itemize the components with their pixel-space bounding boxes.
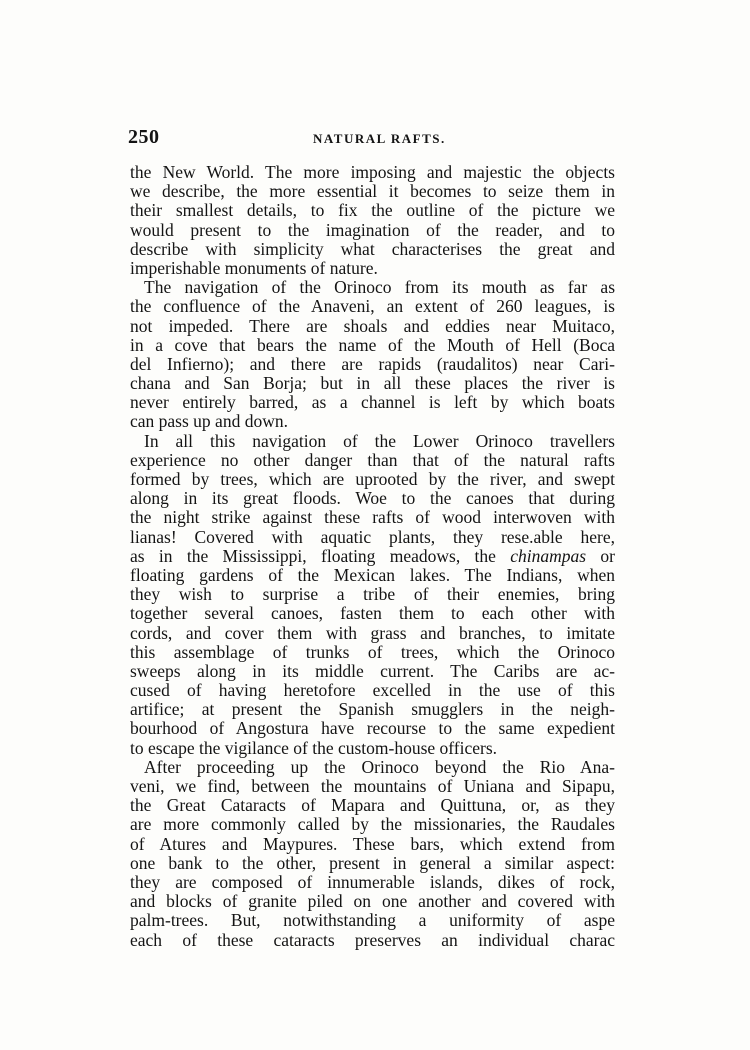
text-line: to escape the vigilance of the custom-house officers. <box>130 737 498 758</box>
text-line: of Atures and Maypures. These bars, which extend from <box>130 833 615 854</box>
text-line: as in the Mississippi, floating meadows, the chinampas or <box>130 545 615 566</box>
text-line: cords, and cover them with grass and branches, to imitate <box>130 622 615 643</box>
text-line: chana and San Borja; but in all these places the river is <box>130 373 615 394</box>
text-line: experience no other danger than that of the natural rafts <box>130 449 615 470</box>
text-line: along in its great floods. Woe to the canoes that during <box>130 488 615 509</box>
text-line: in a cove that bears the name of the Mouth of Hell (Boca <box>130 334 615 355</box>
text-line: each of these cataracts preserves an individual charac <box>130 929 615 950</box>
text-line: artifice; at present the Spanish smugglers in the neigh- <box>130 699 615 720</box>
text-line: imperishable monuments of nature. <box>130 257 378 278</box>
text-line: veni, we find, between the mountains of Uniana and Sipapu, <box>130 776 615 796</box>
text-line: this assemblage of trunks of trees, which the Orinoco <box>130 641 615 662</box>
text-line: are more commonly called by the missionaries, the Raudales <box>130 814 615 835</box>
body-text <box>130 163 615 950</box>
page-number: 250 <box>128 126 160 148</box>
text-line: formed by trees, which are uprooted by the river, and swept <box>130 469 615 489</box>
text-line: In all this navigation of the Lower Orinoco travellers <box>144 430 615 451</box>
text-line: together several canoes, fasten them to each other with <box>130 603 615 624</box>
text-line: cused of having heretofore excelled in the use of this <box>130 680 615 701</box>
text-line: the night strike against these rafts of wood interwoven with <box>130 507 615 528</box>
text-line: the New World. The more imposing and majestic the objects <box>130 162 615 182</box>
text-line: After proceeding up the Orinoco beyond the Rio Ana- <box>144 756 615 777</box>
text-line: del Infierno); and there are rapids (raudalitos) near Cari- <box>130 353 615 374</box>
text-line: floating gardens of the Mexican lakes. The Indians, when <box>130 564 615 585</box>
text-line: describe with simplicity what characterises the great and <box>130 238 615 259</box>
page-header <box>128 126 618 152</box>
text-line: lianas! Covered with aquatic plants, they rese.able here, <box>130 526 615 547</box>
text-line: we describe, the more essential it becomes to seize them in <box>130 181 615 202</box>
text-line: one bank to the other, present in general a similar aspect: <box>130 852 615 873</box>
text-line: never entirely barred, as a channel is left by which boats <box>130 392 615 413</box>
text-line: they wish to surprise a tribe of their enemies, bring <box>130 584 615 605</box>
text-line: and blocks of granite piled on one another and covered with <box>130 891 615 912</box>
text-line: bourhood of Angostura have recourse to the same expedient <box>130 718 615 739</box>
text-line: not impeded. There are shoals and eddies near Muitaco, <box>130 315 615 336</box>
text-line: sweeps along in its middle current. The Caribs are ac- <box>130 660 615 681</box>
text-line: palm-trees. But, notwithstanding a uniformity of aspe <box>130 910 615 931</box>
italic-term: chinampas <box>510 545 587 566</box>
text-line: the confluence of the Anaveni, an extent of 260 leagues, is <box>130 296 615 317</box>
text-line: can pass up and down. <box>130 411 288 432</box>
text-line: the Great Cataracts of Mapara and Quittuna, or, as they <box>130 795 615 816</box>
text-line: they are composed of innumerable islands, dikes of rock, <box>130 871 615 892</box>
running-title: NATURAL RAFTS. <box>313 131 446 146</box>
text-line: would present to the imagination of the reader, and to <box>130 219 615 240</box>
text-line: their smallest details, to fix the outline of the picture we <box>130 200 615 221</box>
text-line: The navigation of the Orinoco from its mouth as far as <box>144 277 615 298</box>
